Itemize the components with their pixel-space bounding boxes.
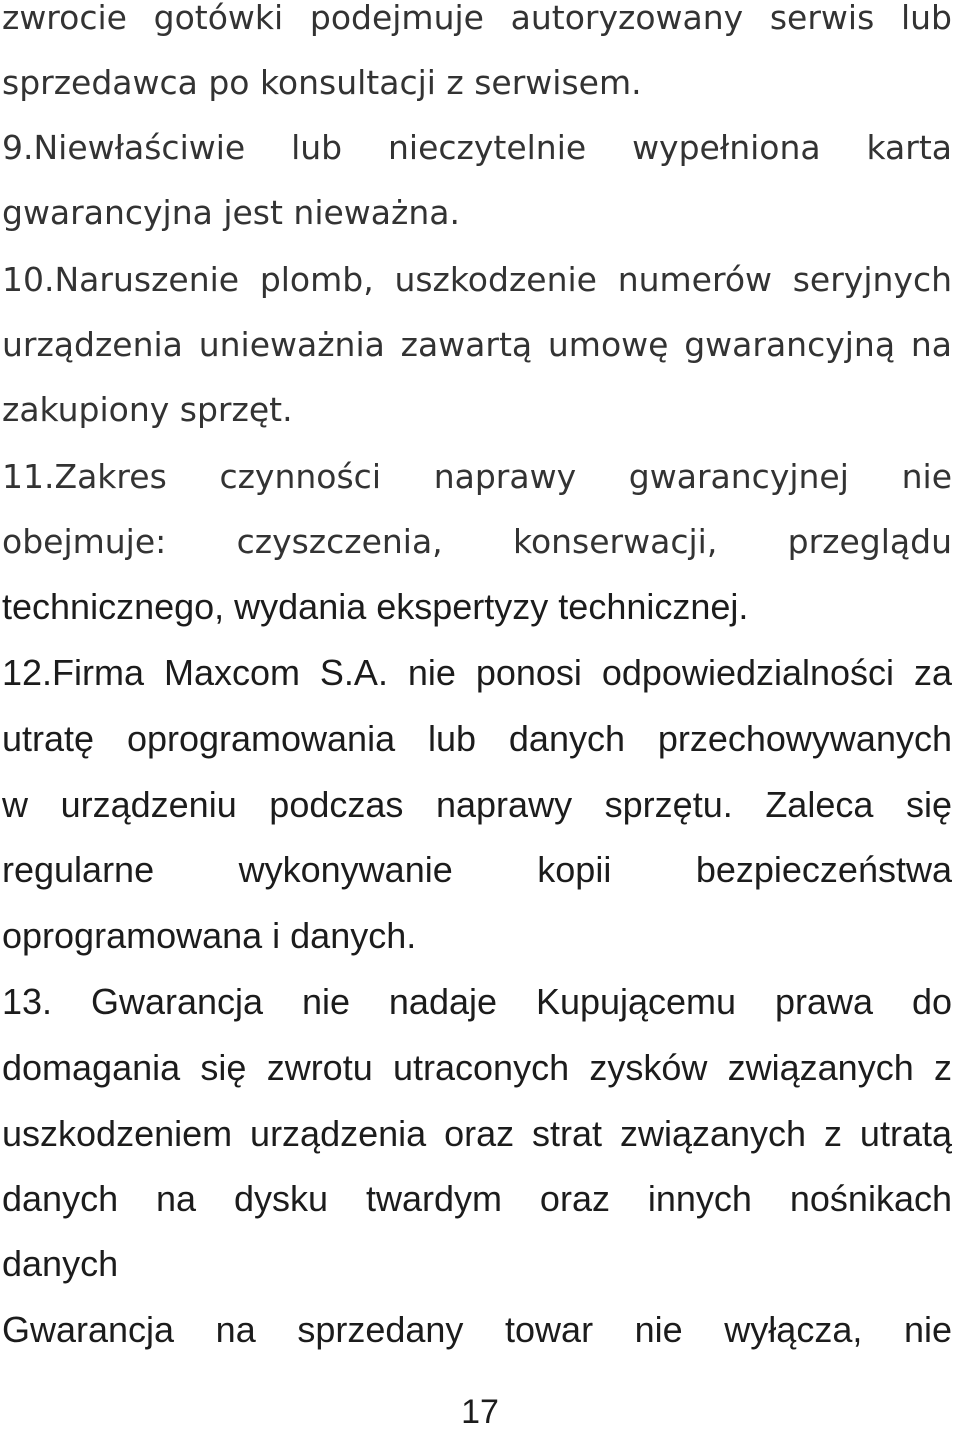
text-line: 11.Zakres czynności naprawy gwarancyjnej nie xyxy=(2,457,952,496)
text-line: uszkodzeniem urządzenia oraz strat związanych z utratą xyxy=(2,1113,952,1154)
text-line: 12.Firma Maxcom S.A. nie ponosi odpowiedzialności za xyxy=(2,652,952,693)
text-line: w urządzeniu podczas naprawy sprzętu. Zaleca się xyxy=(2,784,952,825)
text-line: 13. Gwarancja nie nadaje Kupującemu prawa do xyxy=(2,981,952,1022)
text-line: zwrocie gotówki podejmuje autoryzowany serwis lub xyxy=(2,0,952,37)
page-number: 17 xyxy=(461,1393,499,1431)
text-line: utratę oprogramowania lub danych przechowywanych xyxy=(2,718,952,759)
text-line: sprzedawca po konsultacji z serwisem. xyxy=(2,63,642,102)
text-line: domagania się zwrotu utraconych zysków związanych z xyxy=(2,1047,952,1088)
text-line: obejmuje: czyszczenia, konserwacji, przeglądu xyxy=(2,522,952,561)
text-line: zakupiony sprzęt. xyxy=(2,390,293,429)
text-line: Gwarancja na sprzedany towar nie wyłącza, nie xyxy=(2,1309,952,1350)
text-line: 10.Naruszenie plomb, uszkodzenie numerów seryjnych xyxy=(2,260,952,299)
text-line: oprogramowana i danych. xyxy=(2,915,417,956)
text-line: danych na dysku twardym oraz innych nośnikach xyxy=(2,1178,952,1219)
text-line: regularne wykonywanie kopii bezpieczeństwa xyxy=(2,849,952,890)
text-line: urządzenia unieważnia zawartą umowę gwarancyjną na xyxy=(2,325,952,364)
text-line: 9.Niewłaściwie lub nieczytelnie wypełniona karta xyxy=(2,128,952,167)
text-line: technicznego, wydania ekspertyzy technicznej. xyxy=(2,586,749,627)
text-line: gwarancyjna jest nieważna. xyxy=(2,193,460,232)
text-line: danych xyxy=(2,1243,119,1284)
